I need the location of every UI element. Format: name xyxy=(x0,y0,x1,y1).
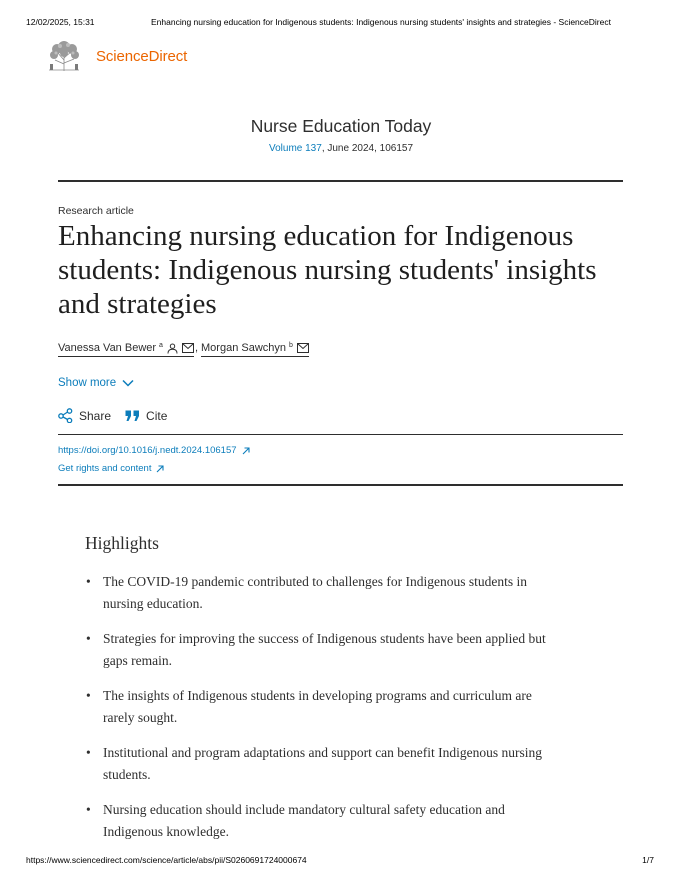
header-divider xyxy=(58,180,623,182)
doi-text: https://doi.org/10.1016/j.nedt.2024.106157 xyxy=(58,445,237,456)
envelope-icon xyxy=(297,343,309,353)
author-link[interactable] xyxy=(58,342,194,357)
cite-label: Cite xyxy=(146,408,168,423)
print-page-title: Enhancing nursing education for Indigenous students: Indigenous nursing students' insights and strategies - ScienceDirect xyxy=(151,17,611,27)
journal-title[interactable]: Nurse Education Today xyxy=(250,116,432,136)
links-divider xyxy=(58,484,623,486)
sciencedirect-logo[interactable] xyxy=(45,40,187,72)
show-more-label: Show more xyxy=(58,377,117,389)
highlight-item: • The COVID-19 pandemic contributed to challenges for Indigenous students in nursing education. xyxy=(85,571,555,615)
rights-link[interactable] xyxy=(58,463,164,474)
envelope-icon xyxy=(182,343,194,353)
article-title: Enhancing nursing education for Indigenous students: Indigenous nursing students' insights and strategies xyxy=(58,220,597,320)
highlights-heading: Highlights xyxy=(85,533,159,553)
author-name: Vanessa Van Bewer xyxy=(58,342,157,354)
share-label: Share xyxy=(79,408,112,423)
elsevier-tree-icon xyxy=(45,40,83,72)
quote-icon xyxy=(125,410,140,422)
toolbar-divider xyxy=(58,434,623,435)
author-affiliation: b xyxy=(289,341,293,349)
highlights-list xyxy=(85,571,555,856)
article-type: Research article xyxy=(58,205,134,217)
chevron-down-icon xyxy=(122,379,134,387)
author-list xyxy=(58,342,309,357)
highlight-item: • Institutional and program adaptations and support can benefit Indigenous nursing students. xyxy=(85,742,555,786)
issue-details: , June 2024, 106157 xyxy=(321,143,414,154)
volume-link[interactable]: Volume 137 xyxy=(268,143,322,154)
share-button[interactable] xyxy=(58,408,111,423)
print-datetime: 12/02/2025, 15:31 xyxy=(26,17,95,27)
highlight-item: • Strategies for improving the success of Indigenous students have been applied but gaps remain. xyxy=(85,628,555,672)
highlight-item: • The insights of Indigenous students in developing programs and curriculum are rarely sought. xyxy=(85,685,555,729)
issue-info xyxy=(0,143,680,154)
share-icon xyxy=(58,408,73,423)
author-affiliation: a xyxy=(159,341,163,349)
doi-link[interactable] xyxy=(58,445,250,456)
external-link-icon xyxy=(242,447,250,455)
cite-button[interactable] xyxy=(125,409,167,423)
site-name: ScienceDirect xyxy=(96,47,188,65)
page-number: 1/7 xyxy=(642,855,654,865)
author-link[interactable] xyxy=(201,342,309,357)
print-url: https://www.sciencedirect.com/science/article/abs/pii/S0260691724000674 xyxy=(26,855,307,865)
author-separator: , xyxy=(194,342,199,354)
author-name: Morgan Sawchyn xyxy=(201,342,287,354)
rights-text: Get rights and content xyxy=(58,463,152,474)
highlight-item: • Nursing education should include mandatory cultural safety education and Indigenous knowledge. xyxy=(85,799,555,843)
show-more-button[interactable] xyxy=(58,377,134,389)
person-icon xyxy=(167,343,178,354)
article-toolbar xyxy=(58,408,181,423)
external-link-icon xyxy=(156,465,164,473)
